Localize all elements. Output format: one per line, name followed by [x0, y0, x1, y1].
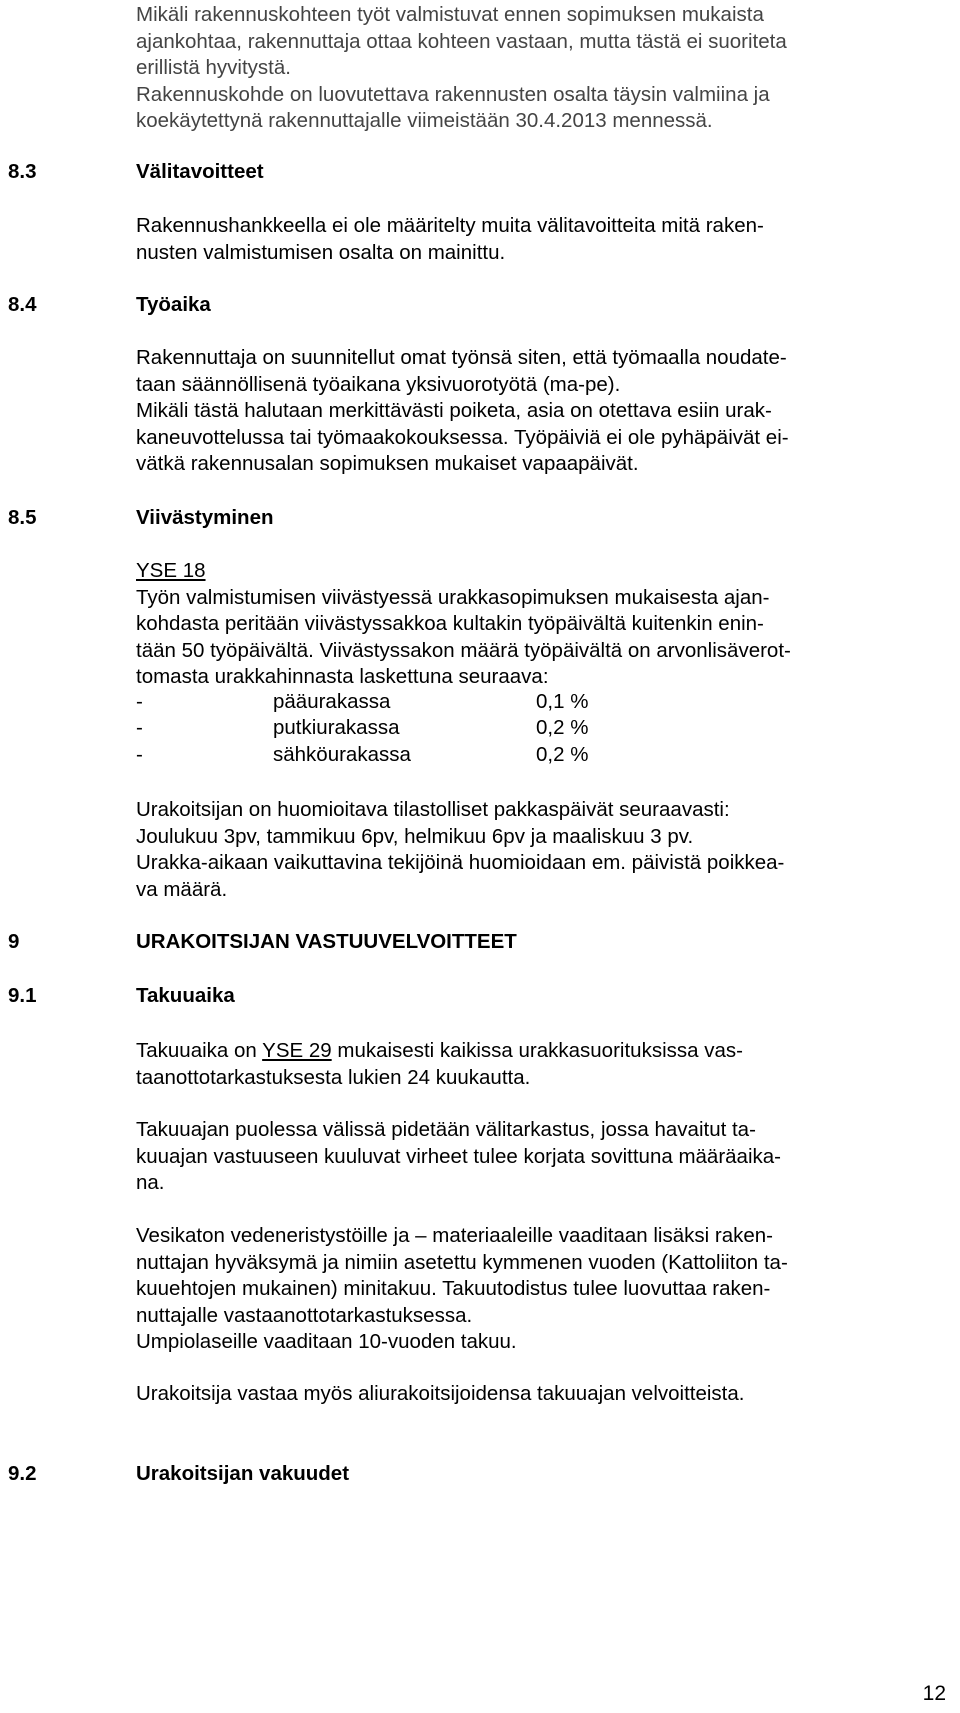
- section-heading: Viivästyminen: [136, 506, 274, 529]
- paragraph-line: Työn valmistumisen viivästyessä urakkasopimuksen mukaisesta ajan-: [136, 585, 770, 609]
- paragraph-line: [136, 1038, 743, 1065]
- paragraph-line: nusten valmistumisen osalta on mainittu.: [136, 240, 506, 264]
- list-item: [136, 690, 636, 716]
- list-label: sähköurakassa: [273, 743, 411, 766]
- section-number: 8.3: [8, 160, 37, 183]
- paragraph-line: kohdasta peritään viivästyssakkoa kultakin työpäivältä kuitenkin enin-: [136, 612, 764, 635]
- paragraph-line: tään 50 työpäivältä. Viivästyssakon määrä työpäivältä on arvonlisäverot-: [136, 638, 791, 662]
- paragraph-line: tomasta urakkahinnasta laskettuna seuraava:: [136, 665, 549, 688]
- paragraph-line: vätkä rakennusalan sopimuksen mukaiset vapaapäivät.: [136, 452, 639, 475]
- intro-line: Mikäli rakennuskohteen työt valmistuvat ennen sopimuksen mukaista: [136, 3, 764, 26]
- section-heading: Takuuaika: [136, 984, 235, 1007]
- section-8-4-paragraph: [136, 345, 789, 478]
- yse-reference: YSE 18: [136, 559, 206, 582]
- section-9-1-paragraph-1: [136, 1038, 743, 1091]
- list-dash: -: [136, 743, 143, 766]
- paragraph-line: Rakennuttaja on suunnitellut omat työnsä siten, että työmaalla noudate-: [136, 346, 787, 369]
- section-number: 9: [8, 930, 20, 953]
- paragraph-line: nuttajan hyväksymä ja nimiin asetettu kymmenen vuoden (Kattoliiton ta-: [136, 1250, 788, 1274]
- list-item: [136, 743, 636, 769]
- list-dash: -: [136, 690, 143, 713]
- section-9-1-paragraph-2: [136, 1117, 781, 1197]
- paragraph-line: va määrä.: [136, 877, 228, 901]
- section-8-5-paragraph: [136, 558, 791, 691]
- list-value: 0,2 %: [536, 743, 589, 766]
- paragraph-line: Urakka-aikaan vaikuttavina tekijöinä huomioidaan em. päivistä poikkea-: [136, 851, 785, 874]
- paragraph-line: Urakoitsijan on huomioitava tilastolliset pakkaspäivät seuraavasti:: [136, 798, 730, 821]
- list-label: putkiurakassa: [273, 716, 400, 739]
- paragraph-line: taanottotarkastuksesta lukien 24 kuukautta.: [136, 1065, 531, 1089]
- section-9-1-paragraph-4: [136, 1381, 744, 1408]
- paragraph-line: kaneuvottelussa tai työmaakokouksessa. Työpäiviä ei ole pyhäpäivät ei-: [136, 425, 789, 449]
- list-item: [136, 716, 636, 742]
- section-8-3-paragraph: [136, 213, 764, 266]
- intro-line: koekäytettynä rakennuttajalle viimeistään 30.4.2013 mennessä.: [136, 109, 713, 132]
- list-value: 0,2 %: [536, 716, 589, 739]
- list-label: pääurakassa: [273, 690, 391, 713]
- intro-paragraph: [136, 2, 787, 135]
- paragraph-line: nuttajalle vastaanottotarkastuksessa.: [136, 1303, 473, 1327]
- paragraph-line: taan säännöllisenä työaikana yksivuorotyötä (ma-pe).: [136, 372, 621, 396]
- list-dash: -: [136, 716, 143, 739]
- paragraph-line: Urakoitsija vastaa myös aliurakoitsijoidensa takuuajan velvoitteista.: [136, 1382, 745, 1405]
- intro-line: Rakennuskohde on luovutettava rakennusten osalta täysin valmiina ja: [136, 82, 770, 106]
- section-8-5-paragraph-2: [136, 797, 784, 903]
- section-number: 9.1: [8, 984, 37, 1007]
- paragraph-line: Umpiolaseille vaaditaan 10-vuoden takuu.: [136, 1330, 517, 1353]
- section-9-1-paragraph-3: [136, 1223, 788, 1356]
- page-number: 12: [922, 1682, 946, 1705]
- paragraph-line: Rakennushankkeella ei ole määritelty muita välitavoitteita mitä raken-: [136, 214, 764, 237]
- paragraph-line: kuuajan vastuuseen kuuluvat virheet tulee korjata sovittuna määräaika-: [136, 1144, 781, 1168]
- paragraph-line: na.: [136, 1171, 165, 1194]
- paragraph-line: Vesikaton vedeneristystöille ja – materiaaleille vaaditaan lisäksi raken-: [136, 1224, 773, 1247]
- yse-reference: YSE 29: [262, 1039, 332, 1062]
- section-heading: Välitavoitteet: [136, 160, 264, 183]
- text-run: mukaisesti kaikissa urakkasuorituksissa vas-: [331, 1039, 743, 1062]
- section-number: 8.4: [8, 293, 37, 316]
- paragraph-line: kuuehtojen mukainen) minitakuu. Takuutodistus tulee luovuttaa raken-: [136, 1277, 771, 1300]
- text-run: Takuuaika on: [136, 1039, 263, 1062]
- paragraph-line: Joulukuu 3pv, tammikuu 6pv, helmikuu 6pv ja maaliskuu 3 pv.: [136, 824, 694, 848]
- list-value: 0,1 %: [536, 690, 589, 713]
- intro-line: erillistä hyvitystä.: [136, 56, 291, 79]
- chapter-heading: URAKOITSIJAN VASTUUVELVOITTEET: [136, 930, 517, 953]
- section-heading: Urakoitsijan vakuudet: [136, 1462, 350, 1485]
- section-number: 9.2: [8, 1462, 37, 1485]
- paragraph-line: Takuuajan puolessa välissä pidetään välitarkastus, jossa havaitut ta-: [136, 1118, 756, 1141]
- section-number: 8.5: [8, 506, 37, 529]
- section-heading: Työaika: [136, 293, 211, 316]
- paragraph-line: Mikäli tästä halutaan merkittävästi poiketa, asia on otettava esiin urak-: [136, 399, 772, 422]
- intro-line: ajankohtaa, rakennuttaja ottaa kohteen vastaan, mutta tästä ei suoriteta: [136, 29, 787, 53]
